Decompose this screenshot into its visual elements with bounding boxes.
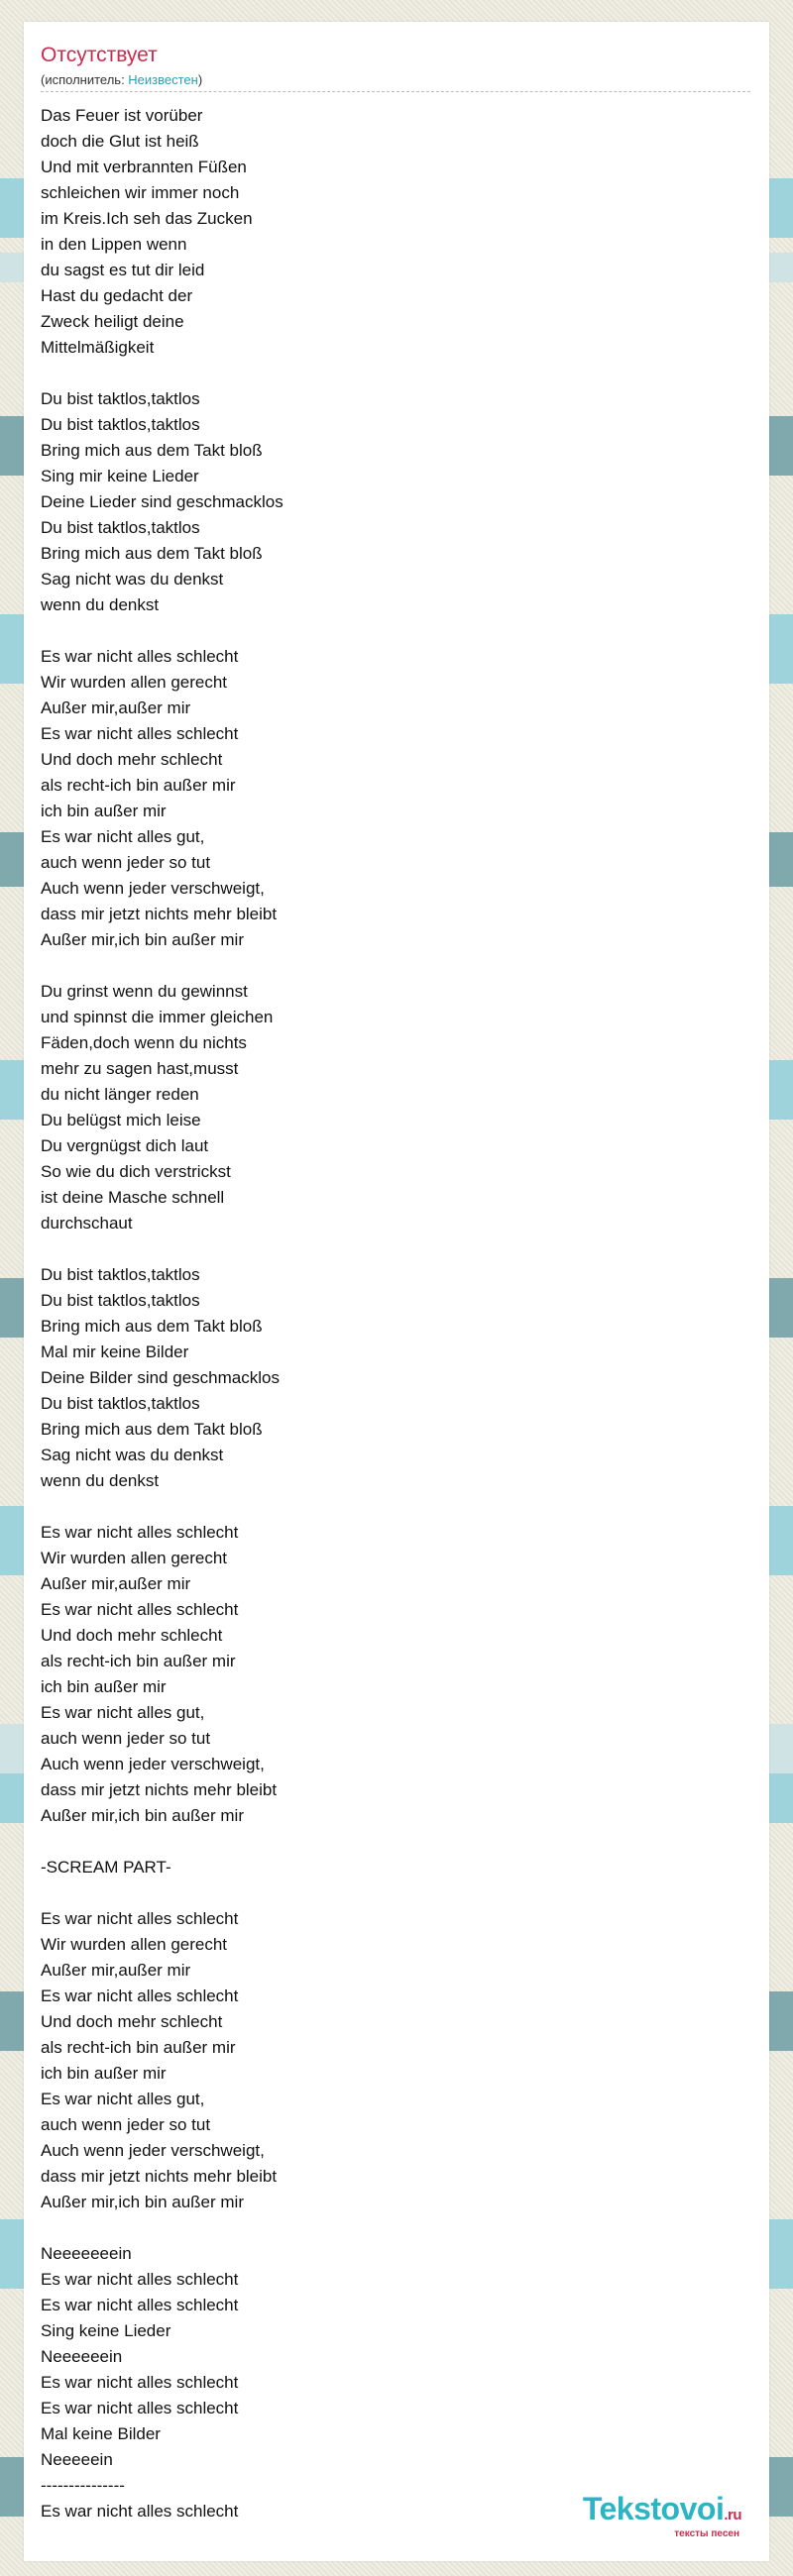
lyric-line: Sag nicht was du denkst [41, 570, 224, 589]
lyric-line: im Kreis.Ich seh das Zucken [41, 209, 253, 228]
logo-main-text: Tekstovoi [582, 2491, 725, 2526]
lyric-line [41, 1829, 735, 1855]
lyric-line: Zweck heiligt deine [41, 312, 184, 331]
lyric-line [41, 361, 735, 386]
lyric-line: wenn du denkst [41, 595, 160, 614]
lyric-line: Du grinst wenn du gewinnst [41, 982, 248, 1001]
lyric-line: du sagst es tut dir leid [41, 261, 205, 279]
decorative-stripe [0, 832, 24, 887]
artist-link[interactable]: Неизвестен [128, 72, 198, 87]
lyric-line: Es war nicht alles schlecht [41, 2399, 239, 2417]
lyric-line [41, 1880, 735, 1906]
lyric-line: So wie du dich verstrickst [41, 1162, 231, 1181]
decorative-stripe [769, 253, 793, 282]
lyric-line: Es war nicht alles gut, [41, 2090, 205, 2108]
lyric-line: Du belügst mich leise [41, 1111, 201, 1129]
artist-line [41, 72, 202, 87]
decorative-stripe [769, 1773, 793, 1823]
lyric-line: Außer mir,außer mir [41, 698, 191, 717]
lyric-line [41, 2215, 735, 2241]
decorative-stripe [0, 1278, 24, 1338]
lyric-line: Außer mir,ich bin außer mir [41, 930, 244, 949]
lyric-line: Auch wenn jeder verschweigt, [41, 2141, 265, 2160]
lyric-line: ich bin außer mir [41, 2064, 167, 2083]
lyric-line: Es war nicht alles schlecht [41, 1909, 239, 1928]
decorative-stripe [769, 2457, 793, 2517]
lyric-line: --------------- [41, 2476, 125, 2495]
logo-tagline: тексты песен [674, 2528, 739, 2539]
lyric-line: Neeeeeeein [41, 2244, 132, 2263]
lyric-line: Es war nicht alles schlecht [41, 1600, 239, 1619]
lyric-line: Du vergnügst dich laut [41, 1136, 209, 1155]
lyrics-card [24, 22, 769, 2561]
lyric-line: Sag nicht was du denkst [41, 1446, 224, 1464]
lyric-line: auch wenn jeder so tut [41, 853, 211, 872]
lyric-line [41, 1236, 735, 1262]
lyric-line: Mal keine Bilder [41, 2424, 161, 2443]
lyric-line: Und doch mehr schlecht [41, 2012, 223, 2031]
decorative-stripe [0, 1773, 24, 1823]
lyric-line: Außer mir,ich bin außer mir [41, 2193, 244, 2211]
decorative-stripe [0, 1724, 24, 1773]
decorative-stripe [0, 416, 24, 476]
lyric-line: ich bin außer mir [41, 1677, 167, 1696]
lyric-line: Neeeeein [41, 2450, 113, 2469]
lyric-line: Und doch mehr schlecht [41, 1626, 223, 1645]
artist-suffix: ) [197, 72, 203, 87]
decorative-stripe [769, 1060, 793, 1120]
lyrics-text [41, 103, 735, 2524]
lyric-line: Wir wurden allen gerecht [41, 1935, 228, 1954]
decorative-stripe [769, 416, 793, 476]
lyric-line: Und mit verbrannten Füßen [41, 158, 247, 176]
lyric-line: Es war nicht alles gut, [41, 1703, 205, 1722]
lyric-line: Auch wenn jeder verschweigt, [41, 879, 265, 898]
lyric-line: Und doch mehr schlecht [41, 750, 223, 769]
lyric-line: Es war nicht alles gut, [41, 827, 205, 846]
lyric-line: dass mir jetzt nichts mehr bleibt [41, 1780, 278, 1799]
decorative-stripe [0, 2219, 24, 2289]
decorative-stripe [769, 832, 793, 887]
lyric-line: -SCREAM PART- [41, 1858, 171, 1877]
lyric-line [41, 953, 735, 979]
decorative-stripe [0, 1991, 24, 2051]
lyric-line: Bring mich aus dem Takt bloß [41, 1420, 263, 1439]
lyric-line: Es war nicht alles schlecht [41, 1523, 239, 1542]
decorative-stripe [0, 178, 24, 238]
lyric-line: Du bist taktlos,taktlos [41, 415, 200, 434]
lyric-line [41, 1494, 735, 1520]
lyric-line: Deine Lieder sind geschmacklos [41, 492, 283, 511]
lyric-line: Hast du gedacht der [41, 286, 193, 305]
lyric-line: Bring mich aus dem Takt bloß [41, 441, 263, 460]
lyric-line: auch wenn jeder so tut [41, 2115, 211, 2134]
lyric-line: mehr zu sagen hast,musst [41, 1059, 239, 1078]
artist-prefix: (исполнитель: [41, 72, 129, 87]
lyric-line: und spinnst die immer gleichen [41, 1008, 274, 1026]
lyric-line: Es war nicht alles schlecht [41, 2296, 239, 2314]
right-decorative-stripes [769, 0, 793, 2576]
lyric-line: Es war nicht alles schlecht [41, 2373, 239, 2392]
lyric-line: Sing mir keine Lieder [41, 467, 199, 485]
lyric-line: als recht-ich bin außer mir [41, 776, 236, 795]
lyric-line: wenn du denkst [41, 1471, 160, 1490]
lyric-line: Du bist taktlos,taktlos [41, 1394, 200, 1413]
lyric-line: Wir wurden allen gerecht [41, 1549, 228, 1567]
decorative-stripe [769, 1506, 793, 1575]
lyric-line: doch die Glut ist heiß [41, 132, 199, 151]
lyric-line: du nicht länger reden [41, 1085, 199, 1104]
lyric-line: Du bist taktlos,taktlos [41, 1265, 200, 1284]
decorative-stripe [0, 2457, 24, 2517]
decorative-stripe [769, 178, 793, 238]
lyric-line: Sing keine Lieder [41, 2321, 171, 2340]
lyric-line: Mal mir keine Bilder [41, 1342, 189, 1361]
lyric-line: ich bin außer mir [41, 802, 167, 820]
lyric-line: Auch wenn jeder verschweigt, [41, 1755, 265, 1773]
lyric-line: Wir wurden allen gerecht [41, 673, 228, 692]
lyric-line: Bring mich aus dem Takt bloß [41, 1317, 263, 1336]
lyric-line: Du bist taktlos,taktlos [41, 518, 200, 537]
lyric-line: Außer mir,außer mir [41, 1961, 191, 1980]
lyric-line: schleichen wir immer noch [41, 183, 240, 202]
lyric-line: als recht-ich bin außer mir [41, 2038, 236, 2057]
lyric-line: ist deine Masche schnell [41, 1188, 225, 1207]
decorative-stripe [769, 1278, 793, 1338]
decorative-stripe [769, 614, 793, 684]
decorative-stripe [0, 1506, 24, 1575]
left-decorative-stripes [0, 0, 24, 2576]
lyric-line: dass mir jetzt nichts mehr bleibt [41, 905, 278, 923]
lyric-line: Das Feuer ist vorüber [41, 106, 203, 125]
lyric-line: auch wenn jeder so tut [41, 1729, 211, 1748]
lyric-line: Es war nicht alles schlecht [41, 647, 239, 666]
lyric-line: Es war nicht alles schlecht [41, 1986, 239, 2005]
lyric-line: durchschaut [41, 1214, 133, 1233]
decorative-stripe [0, 614, 24, 684]
lyric-line: Es war nicht alles schlecht [41, 724, 239, 743]
lyric-line: Du bist taktlos,taktlos [41, 1291, 200, 1310]
lyric-line: Es war nicht alles schlecht [41, 2270, 239, 2289]
tekstovoi-logo[interactable] [583, 2492, 741, 2539]
lyric-line: Außer mir,ich bin außer mir [41, 1806, 244, 1825]
lyric-line: Es war nicht alles schlecht [41, 2502, 239, 2521]
decorative-stripe [0, 1060, 24, 1120]
song-title: Отсутствует [41, 44, 158, 66]
decorative-stripe [0, 253, 24, 282]
lyric-line: Außer mir,außer mir [41, 1574, 191, 1593]
lyric-line: Deine Bilder sind geschmacklos [41, 1368, 280, 1387]
lyric-line: in den Lippen wenn [41, 235, 187, 254]
lyric-line: als recht-ich bin außer mir [41, 1652, 236, 1670]
lyric-line: Du bist taktlos,taktlos [41, 389, 200, 408]
decorative-stripe [769, 1724, 793, 1773]
lyric-line: dass mir jetzt nichts mehr bleibt [41, 2167, 278, 2186]
decorative-stripe [769, 2219, 793, 2289]
lyric-line: Fäden,doch wenn du nichts [41, 1033, 247, 1052]
lyric-line: Bring mich aus dem Takt bloß [41, 544, 263, 563]
decorative-stripe [769, 1991, 793, 2051]
lyric-line: Neeeeeein [41, 2347, 123, 2366]
logo-wordmark [583, 2492, 741, 2532]
logo-tld: .ru [724, 2507, 741, 2523]
lyric-line: Mittelmäßigkeit [41, 338, 155, 357]
header-divider [41, 91, 750, 92]
lyric-line [41, 618, 735, 644]
